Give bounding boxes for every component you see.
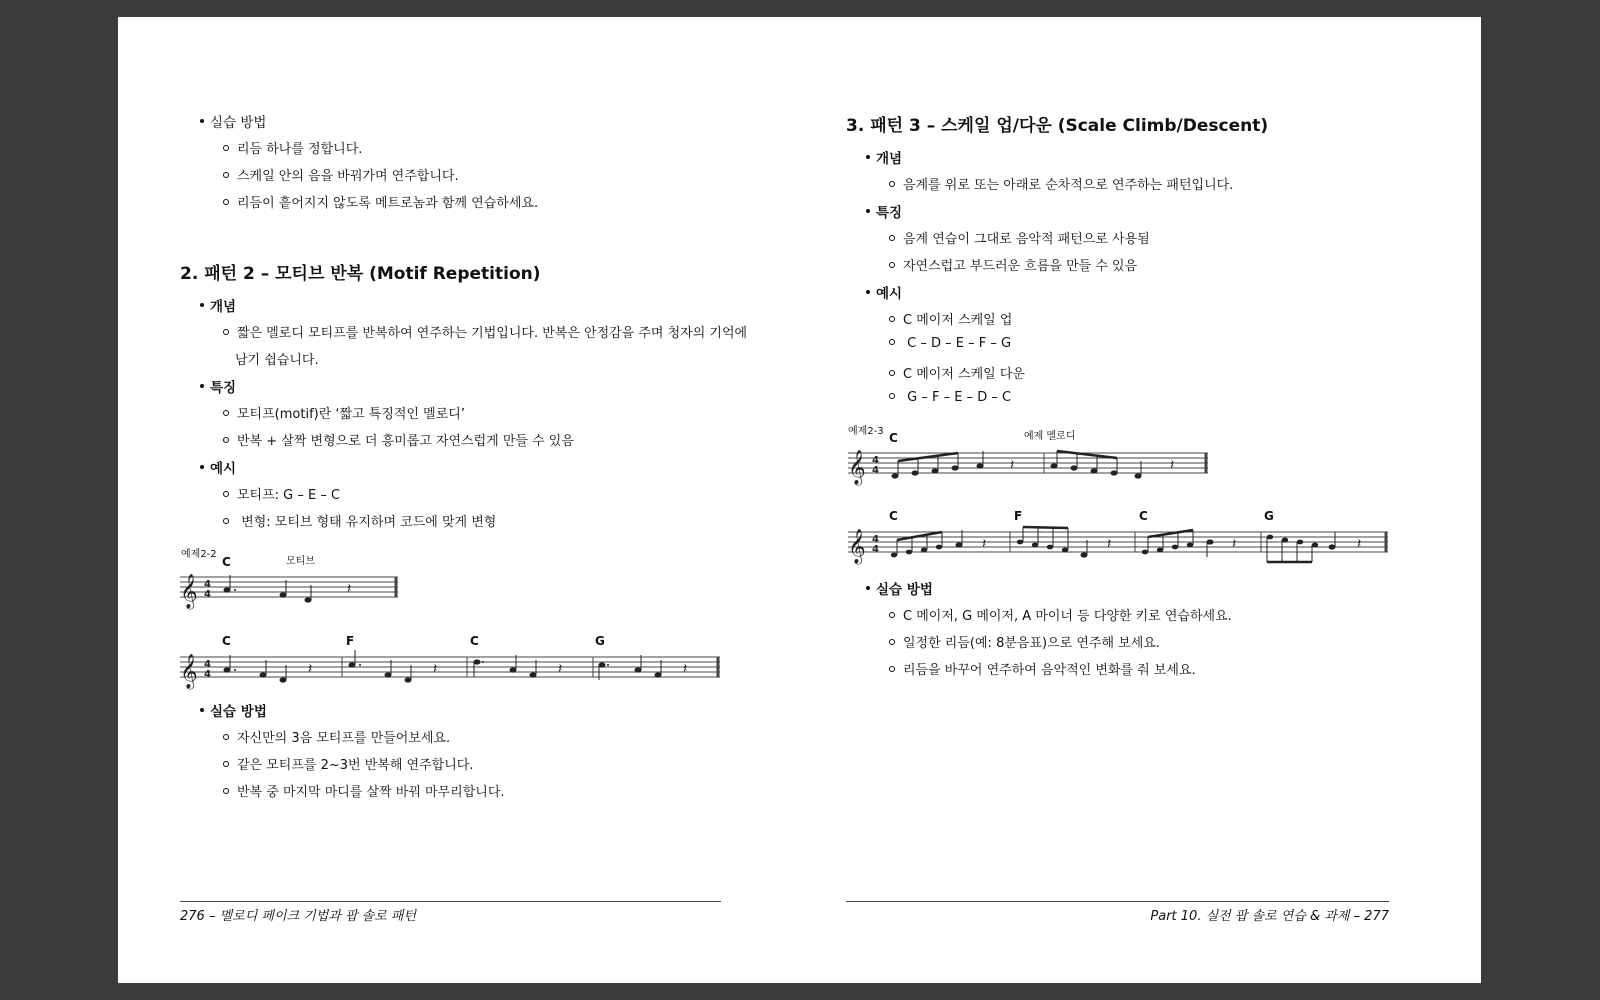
bullet-icon: [200, 119, 204, 123]
svg-text:4: 4: [872, 455, 879, 466]
svg-text:4: 4: [872, 544, 879, 555]
list-item: 리듬 하나를 정합니다.: [223, 138, 362, 157]
chord-label: C: [889, 509, 898, 523]
concept-title: 개념: [866, 147, 902, 167]
chord-label: C: [222, 634, 231, 648]
list-item: 모티프: G – E – C: [223, 484, 340, 503]
sub-bullet-icon: [223, 491, 229, 497]
svg-text:𝄽: 𝄽: [1357, 536, 1362, 552]
sub-bullet-icon: [889, 339, 895, 345]
music-staff-3: [848, 449, 1213, 489]
note-icon: [305, 597, 312, 602]
list-item: 짧은 멜로디 모티프를 반복하여 연주하는 기법입니다. 반복은 안정감을 주며 청자의 기억에: [223, 322, 747, 341]
footer-rule: [846, 901, 1389, 902]
svg-text:4: 4: [204, 659, 211, 670]
sub-bullet-icon: [223, 761, 229, 767]
left-page: [118, 17, 798, 983]
score-caption: 모티브: [286, 556, 315, 567]
page-footer: 276 – 멜로디 페이크 기법과 팝 솔로 패턴: [180, 909, 417, 924]
music-staff-4: [848, 528, 1393, 568]
practice-title-top: 실습 방법: [200, 111, 266, 131]
sub-bullet-icon: [889, 393, 895, 399]
example-title: 예시: [200, 457, 236, 477]
svg-text:𝄽: 𝄽: [1107, 536, 1112, 552]
note-icon: [280, 592, 287, 597]
svg-text:4: 4: [204, 579, 211, 590]
list-item: C – D – E – F – G: [889, 336, 1011, 351]
svg-text:𝄽: 𝄽: [308, 661, 313, 677]
list-item: 음계를 위로 또는 아래로 순차적으로 연주하는 패턴입니다.: [889, 174, 1233, 193]
treble-clef-icon: 𝄞: [180, 654, 198, 689]
list-item: C 메이저 스케일 다운: [889, 363, 1025, 382]
chord-label: F: [346, 634, 355, 648]
svg-text:𝄽: 𝄽: [1010, 457, 1015, 473]
list-item: 반복 중 마지막 마디를 살짝 바꿔 마무리합니다.: [223, 781, 505, 800]
music-staff-2: [180, 653, 725, 693]
sub-bullet-icon: [889, 181, 895, 187]
sub-bullet-icon: [223, 199, 229, 205]
rest-icon: 𝄽: [347, 581, 352, 597]
chord-label: C: [889, 431, 898, 445]
svg-text:𝄽: 𝄽: [558, 661, 563, 677]
list-item: 같은 모티프를 2~3번 반복해 연주합니다.: [223, 754, 473, 773]
bullet-icon: [866, 209, 870, 213]
feature-title: 특징: [200, 376, 236, 396]
sub-bullet-icon: [889, 666, 895, 672]
sub-bullet-icon: [889, 612, 895, 618]
treble-clef-icon: 𝄞: [180, 574, 198, 609]
list-item: 반복 + 살짝 변형으로 더 흥미롭고 자연스럽게 만들 수 있음: [223, 430, 574, 449]
sub-bullet-icon: [223, 172, 229, 178]
chord-label: F: [1014, 509, 1023, 523]
svg-text:𝄽: 𝄽: [1170, 457, 1175, 473]
sub-bullet-icon: [223, 437, 229, 443]
score-label: 예제2-2: [181, 549, 217, 560]
sub-bullet-icon: [889, 262, 895, 268]
sub-bullet-icon: [223, 734, 229, 740]
list-item: 모티프(motif)란 ‘짧고 특징적인 멜로디’: [223, 403, 465, 422]
svg-text:𝄽: 𝄽: [982, 536, 987, 552]
svg-text:4: 4: [872, 465, 879, 476]
practice-title: 실습 방법: [200, 700, 267, 720]
bullet-icon: [866, 290, 870, 294]
svg-text:4: 4: [872, 534, 879, 545]
list-item: 일정한 리듬(예: 8분음표)으로 연주해 보세요.: [889, 632, 1160, 651]
chord-label: C: [222, 555, 231, 569]
footer-rule: [180, 901, 721, 902]
treble-clef-icon: 𝄞: [848, 529, 866, 564]
chord-label: G: [595, 634, 605, 648]
sub-bullet-icon: [223, 410, 229, 416]
list-item: 리듬을 바꾸어 연주하여 음악적인 변화를 줘 보세요.: [889, 659, 1196, 678]
chord-label: G: [1264, 509, 1274, 523]
svg-text:𝄽: 𝄽: [433, 661, 438, 677]
page-footer: Part 10. 실전 팝 솔로 연습 & 과제 – 277: [1150, 909, 1389, 924]
bullet-icon: [866, 155, 870, 159]
book-spread: [118, 17, 1481, 983]
music-staff-1: [180, 573, 400, 613]
treble-clef-icon: 𝄞: [848, 450, 866, 485]
sub-bullet-icon: [889, 235, 895, 241]
sub-bullet-icon: [889, 370, 895, 376]
list-item: C 메이저, G 메이저, A 마이너 등 다양한 키로 연습하세요.: [889, 605, 1232, 624]
svg-text:𝄽: 𝄽: [1232, 536, 1237, 552]
score-caption: 예제 멜로디: [1024, 431, 1076, 442]
bullet-icon: [200, 708, 204, 712]
bullet-icon: [866, 586, 870, 590]
bullet-icon: [200, 303, 204, 307]
section-heading: 3. 패턴 3 – 스케일 업/다운 (Scale Climb/Descent): [846, 116, 1269, 136]
section-heading: 2. 패턴 2 – 모티브 반복 (Motif Repetition): [180, 264, 541, 284]
score-label: 예제2-3: [848, 426, 884, 437]
list-item: 자연스럽고 부드러운 흐름을 만들 수 있음: [889, 255, 1137, 274]
svg-text:4: 4: [204, 589, 211, 600]
example-title: 예시: [866, 282, 902, 302]
list-item: G – F – E – D – C: [889, 390, 1011, 405]
bullet-icon: [200, 465, 204, 469]
list-item-continuation: 남기 쉽습니다.: [235, 353, 319, 368]
feature-title: 특징: [866, 201, 902, 221]
list-item: 음계 연습이 그대로 음악적 패턴으로 사용됨: [889, 228, 1150, 247]
list-item: 변형: 모티브 형태 유지하며 코드에 맞게 변형: [223, 511, 496, 530]
list-item: 자신만의 3음 모티프를 만들어보세요.: [223, 727, 450, 746]
concept-title: 개념: [200, 295, 236, 315]
sub-bullet-icon: [223, 788, 229, 794]
note-icon: [224, 587, 231, 592]
chord-label: C: [1139, 509, 1148, 523]
svg-text:𝄽: 𝄽: [683, 661, 688, 677]
right-page: [798, 17, 1481, 983]
sub-bullet-icon: [223, 518, 229, 524]
sub-bullet-icon: [889, 316, 895, 322]
bullet-icon: [200, 384, 204, 388]
practice-title: 실습 방법: [866, 578, 933, 598]
sub-bullet-icon: [223, 145, 229, 151]
sub-bullet-icon: [889, 639, 895, 645]
chord-label: C: [470, 634, 479, 648]
list-item: 스케일 안의 음을 바꿔가며 연주합니다.: [223, 165, 459, 184]
list-item: C 메이저 스케일 업: [889, 309, 1012, 328]
list-item: 리듬이 흩어지지 않도록 메트로놈과 함께 연습하세요.: [223, 192, 538, 211]
svg-text:4: 4: [204, 669, 211, 680]
sub-bullet-icon: [223, 329, 229, 335]
